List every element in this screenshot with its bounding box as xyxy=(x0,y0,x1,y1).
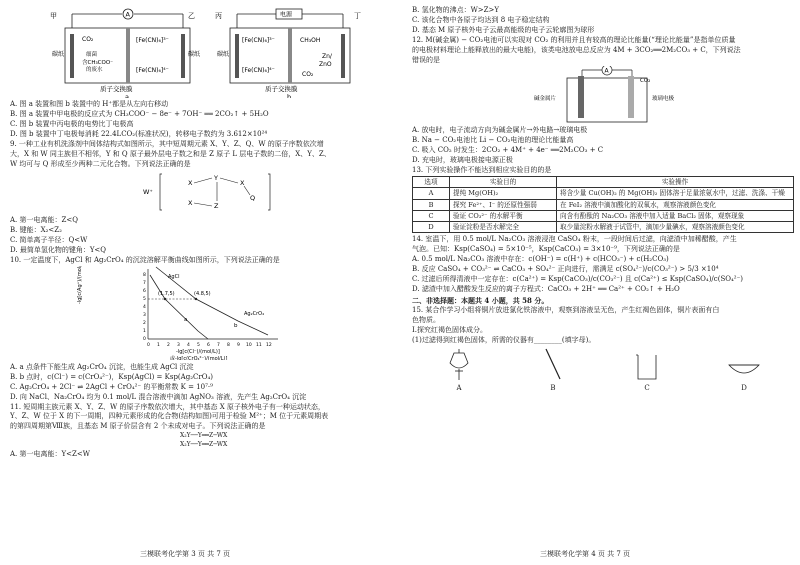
table-row[interactable] xyxy=(413,188,794,199)
q14-option[interactable]: A. 0.5 mol/L Na₂CO₃ 溶液中存在：c(OH⁻) = c(H⁺) + c(HCO₃⁻) + c(H₂CO₃) xyxy=(412,255,669,264)
glass-rod-icon xyxy=(538,347,568,381)
q9-option[interactable]: C. 简单离子半径：Q<W xyxy=(10,236,88,245)
beaker-icon xyxy=(632,347,662,381)
q12 xyxy=(412,36,794,165)
q9-stem-line: 9. 一种工业有机洗涤剂中间体结构式如图所示，其中短周期元素 X、Y、Z、Q、W 的原子序数依次增 xyxy=(10,139,324,148)
q12-stem-line: 的电极材料理论上能释放出的最大电能)，该类电池放电总反应为 4M + 3CO₂══2M₂CO₃ + C，下列说法 xyxy=(412,45,741,54)
struct-x2: X xyxy=(188,198,193,207)
q12-option[interactable]: A. 放电时，电子流动方向为碱金属片→外电路→玻璃电极 xyxy=(412,126,588,135)
power-supply-label: 电源 xyxy=(280,11,293,19)
q9-option[interactable]: A. 第一电离能：Z<Q xyxy=(10,216,78,225)
struct-y: Y xyxy=(214,173,218,182)
ytick: 7 xyxy=(143,281,146,286)
table-cell: 在 FeI₂ 溶液中滴加酸化的双氧水，观察溶液颜色变化 xyxy=(557,199,794,210)
fe-top-b: [Fe(CN)₆]³⁻ xyxy=(242,37,275,44)
ytick: 6 xyxy=(143,289,146,294)
q10-option[interactable]: D. 向 NaCl、Na₂CrO₄ 均为 0.1 mol/L 混合溶液中滴加 AgNO₃ 溶液，先产生 Ag₂CrO₄ 沉淀 xyxy=(10,392,307,401)
q11-stem-line: Y、Z、W 位于 X 的下一周期，四种元素形成的化合物(结构如图)可用于检验 M²⁺；M 位于元素周期表 xyxy=(10,412,329,421)
table-row[interactable] xyxy=(413,210,794,221)
point-1: (1.7,5) xyxy=(158,291,175,297)
xtick: 3 xyxy=(177,343,180,348)
q12-option[interactable]: C. 吸入 CO₂ 时发生：2CO₂ + 4M⁺ + 4e⁻ ══2M₂CO₃ + C xyxy=(412,146,604,155)
q11-struct-row1: X₂Y──Y══Z─WX xyxy=(180,432,228,440)
q15-subheading: Ⅰ.探究红褐色固体成分。 xyxy=(412,326,487,335)
q10-xlabel-2: 或-lg[c(CrO₄²⁻)/(mol/L)] xyxy=(170,356,228,360)
table-header-row xyxy=(413,177,794,188)
electrode-left-b: 碳纸 xyxy=(217,51,230,58)
point-a: a xyxy=(184,317,188,323)
table-row[interactable] xyxy=(413,222,794,233)
ytick: 5 xyxy=(143,297,146,302)
agcl-label: AgCl xyxy=(168,274,180,280)
struct-x3: X xyxy=(240,178,245,187)
point-2: (4.8,5) xyxy=(194,291,211,297)
xtick: 10 xyxy=(246,343,252,348)
struct-x1: X xyxy=(188,178,193,187)
q12-option[interactable]: D. 充电时，玻璃电极接电源正极 xyxy=(412,156,513,165)
q15-stem-line: 色物质。 xyxy=(412,316,440,325)
q8-options xyxy=(10,100,395,139)
q10-option[interactable]: C. Ag₂CrO₄ + 2Cl⁻ ⇌ 2AgCl + CrO₄²⁻ 的平衡常数 K = 10⁷·⁹ xyxy=(10,382,213,391)
membrane-label-b: 质子交换膜 xyxy=(265,85,298,93)
q11-option[interactable]: D. 基态 M 原子核外电子云最高能级的电子云轮廓图为球形 xyxy=(412,25,595,34)
q15 xyxy=(412,306,794,392)
q11-struct-row2: X₂Y──Y══Z─WX xyxy=(180,441,228,448)
q9-option[interactable]: D. 最简单氢化物的键角：Y<Q xyxy=(10,246,107,255)
q13-stem: 13. 下列实验操作不能达到相应实验目的的是 xyxy=(412,166,552,175)
figure-a xyxy=(50,9,200,98)
q10-option[interactable]: A. a 点条件下能生成 Ag₂CrO₄ 沉淀，也能生成 AgCl 沉淀 xyxy=(10,362,194,371)
label-ding: 丁 xyxy=(354,12,361,20)
q10-xlabel: -lg[c(Cl⁻)/(mol/L)] xyxy=(176,349,220,355)
point-b: b xyxy=(234,323,238,329)
table-cell: 验证 CO₃²⁻ 的水解平衡 xyxy=(450,210,557,221)
label-bing: 丙 xyxy=(215,12,222,20)
q14-option[interactable]: C. 过滤后所得清液中一定存在：c(Ca²⁺) = Ksp(CaCO₃)/c(CO₃²⁻) 且 c(Ca²⁺) ≤ Ksp(CaSO₄)/c(SO₄²⁻) xyxy=(412,274,744,283)
q11-option[interactable]: C. 该化合物中各原子均达到 8 电子稳定结构 xyxy=(412,15,550,24)
ag2cro4-label: Ag₂CrO₄ xyxy=(244,311,265,317)
apparatus-label: D xyxy=(741,383,747,392)
table-header: 选项 xyxy=(413,177,450,188)
ytick: 2 xyxy=(143,321,146,326)
q9 xyxy=(10,140,395,255)
q9-stem-line: 大，X 和 W 同主族但不相邻，Y 和 Q 原子最外层电子数之和是 Z 原子 L 层电子数的二倍，X、Y、Z、 xyxy=(10,149,331,158)
xtick: 2 xyxy=(167,343,170,348)
ch3oh-label: CH₃OH xyxy=(300,37,321,44)
ytick: 0 xyxy=(143,337,146,342)
ammeter-a-label: A xyxy=(125,10,130,19)
left-page xyxy=(10,6,395,460)
q15-apparatus xyxy=(412,347,794,393)
table-cell: A xyxy=(413,188,450,199)
xtick: 9 xyxy=(237,343,240,348)
q10-option[interactable]: B. b 点时，c(Cl⁻) = c(CrO₄²⁻)，Ksp(AgCl) = Ksp(Ag₂CrO₄) xyxy=(10,372,213,381)
caption-a: a xyxy=(125,93,129,98)
q11 xyxy=(10,403,395,459)
membrane-label-a: 质子交换膜 xyxy=(100,85,133,93)
apparatus-option[interactable] xyxy=(726,347,762,393)
q14 xyxy=(412,235,794,293)
q12-ammeter: A xyxy=(604,67,609,75)
xtick: 8 xyxy=(227,343,230,348)
q11-stem-line: 的第四周期第Ⅷ族，且基态 M 原子价层含有 2 个未成对电子。下列说法正确的是 xyxy=(10,422,266,431)
q15-question: (1)过滤得到红褐色固体，所需的仪器有________(填字母)。 xyxy=(412,336,596,345)
q10-yticks xyxy=(143,272,146,342)
q9-stem-line: W 均可与 Q 形成至少两种二元化合物。下列说法正确的是 xyxy=(10,159,191,168)
q10-chart xyxy=(10,266,395,360)
q10-ylabel: -lg[c(Ag⁺)/(mol/L)] xyxy=(77,266,83,304)
label-yi: 乙 xyxy=(188,12,195,20)
table-cell: 提纯 Mg(OH)₂ xyxy=(450,188,557,199)
struct-z: Z xyxy=(214,201,219,210)
table-cell: 取少量淀粉水解液于试管中，滴加少量碘水，观察溶液颜色变化 xyxy=(557,222,794,233)
separatory-funnel-icon xyxy=(444,347,474,381)
q8-option[interactable]: C. 图 b 装置中丙电极的电势比丁电极高 xyxy=(10,119,134,128)
q12-stem-line: 12. M(碱金属) − CO₂电池可以实现对 CO₂ 的利用并且有较高的理论比能量(“理论比能量”是指单位质量 xyxy=(412,35,736,44)
xtick: 1 xyxy=(157,343,160,348)
table-cell: B xyxy=(413,199,450,210)
q13-table xyxy=(412,176,794,233)
q11-stem-line: 11. 短周期主族元素 X、Y、Z、W 的原子序数依次增大，其中基态 X 原子核外电子有一种运动状态， xyxy=(10,402,325,411)
ytick: 1 xyxy=(143,329,146,334)
footer-right: 三模联考化学第 4 页 共 7 页 xyxy=(540,550,631,559)
zno-label: ZnO xyxy=(319,61,332,68)
table-cell: 验证淀粉是否水解完全 xyxy=(450,222,557,233)
q11-option[interactable]: A. 第一电离能：Y<Z<W xyxy=(10,449,90,458)
apparatus-option[interactable] xyxy=(444,347,474,393)
q12-option[interactable]: B. Na − CO₂电池比 Li − CO₂电池的理论比能量高 xyxy=(412,136,574,145)
q12-left-electrode: 碱金属片 xyxy=(534,95,557,102)
q14-option[interactable]: D. 滤渣中加入醋酸发生反应的离子方程式：CaCO₃ + 2H⁺ ══ Ca²⁺ + CO₂↑ + H₂O xyxy=(412,284,680,293)
ytick: 4 xyxy=(143,305,146,310)
q12-battery-figure xyxy=(412,66,794,124)
q8-option[interactable]: D. 图 b 装置中丁电极每消耗 22.4LCO₂(标准状况)，转移电子数约为 3.612×10²⁴ xyxy=(10,129,268,138)
q14-option[interactable]: B. 反应 CaSO₄ + CO₃²⁻ ⇌ CaCO₃ + SO₄²⁻ 正向进行，需满足 c(SO₄²⁻)/c(CO₃²⁻) > 5/3 ×10⁴ xyxy=(412,265,719,274)
table-cell: C xyxy=(413,210,450,221)
table-cell: D xyxy=(413,222,450,233)
q14-stem-line: 14. 室温下，用 0.5 mol/L Na₂CO₃ 溶液浸泡 CaSO₄ 粉末，一段时间后过滤，向滤渣中加稀醋酸，产生 xyxy=(412,235,737,244)
q13 xyxy=(412,166,794,233)
wastewater-label: 含CH₃COO⁻ xyxy=(82,60,114,66)
q10 xyxy=(10,256,395,401)
q8-option[interactable]: B. 图 a 装置中甲电极的反应式为 CH₃COO⁻ − 8e⁻ + 7OH⁻ ══ 2CO₂↑ + 5H₂O xyxy=(10,109,269,118)
electrode-right-a: 碳纸 xyxy=(188,51,201,58)
q10-stem: 10. 一定温度下，AgCl 和 Ag₂CrO₄ 的沉淀溶解平衡曲线如图所示，下列说法正确的是 xyxy=(10,256,280,265)
ytick: 3 xyxy=(143,313,146,318)
agcl-curve xyxy=(150,275,208,339)
wastewater-label-2: 的废水 xyxy=(86,67,103,73)
right-page xyxy=(412,6,794,392)
xtick: 7 xyxy=(217,343,220,348)
struct-q: Q xyxy=(250,193,256,202)
q12-stem-line: 错误的是 xyxy=(412,55,440,64)
q8-electrochem-diagrams xyxy=(10,6,395,98)
table-row[interactable] xyxy=(413,199,794,210)
co2-label-b: CO₂ xyxy=(302,71,314,78)
xtick: 12 xyxy=(266,343,272,348)
bacteria-label: 细菌 xyxy=(86,52,98,58)
table-cell: 将含少量 Cu(OH)₂ 的 Mg(OH)₂ 固体溶于足量浓氨水中，过滤、洗涤、干燥 xyxy=(557,188,794,199)
q8-option[interactable]: A. 图 a 装置和图 b 装置中的 H⁺都是从左向右移动 xyxy=(10,100,169,108)
q9-structure xyxy=(10,170,395,214)
label-jia: 甲 xyxy=(50,12,57,20)
apparatus-label: C xyxy=(644,383,650,392)
xtick: 11 xyxy=(256,343,262,348)
xtick: 4 xyxy=(187,343,190,348)
electrode-left-a: 碳纸 xyxy=(52,51,65,58)
figure-b xyxy=(215,9,361,98)
q15-stem-line: 15. 某合作学习小组将铜片放进氯化铁溶液中，观察到溶液呈无色，产生红褐色固体，铜片表面有白 xyxy=(412,306,720,315)
apparatus-label: B xyxy=(550,383,556,392)
q11-option[interactable]: B. 氢化物的沸点：W>Z>Y xyxy=(412,6,500,14)
footer-left: 三模联考化学第 3 页 共 7 页 xyxy=(140,550,231,559)
fe-bot-b: [Fe(CN)₆]⁴⁻ xyxy=(242,67,275,74)
xtick: 6 xyxy=(207,343,210,348)
q10-xticks xyxy=(147,342,272,348)
co2-label-a: CO₂ xyxy=(82,36,94,43)
xtick: 0 xyxy=(147,343,150,348)
apparatus-label: A xyxy=(456,383,462,392)
ytick: 8 xyxy=(143,273,146,278)
section-title: 二、非选择题：本题共 4 小题，共 58 分。 xyxy=(412,295,549,305)
zn-label: Zn/ xyxy=(322,53,332,60)
apparatus-option[interactable] xyxy=(632,347,662,393)
apparatus-option[interactable] xyxy=(538,347,568,393)
table-cell: 探究 Fe²⁺、I⁻ 的还原性强弱 xyxy=(450,199,557,210)
caption-b: b xyxy=(287,93,292,98)
q8-figures xyxy=(10,6,395,98)
q12-right-electrode: 玻璃电极 xyxy=(652,95,675,102)
xtick: 5 xyxy=(197,343,200,348)
table-cell: 向含有酚酞的 Na₂CO₃ 溶液中加入适量 BaCl₂ 固体，观察现象 xyxy=(557,210,794,221)
struct-w: W⁺ xyxy=(143,187,153,196)
q14-stem-line: 气泡。已知：Ksp(CaSO₄) = 5×10⁻⁵，Ksp(CaCO₃) = 3×10⁻⁹，下列说法正确的是 xyxy=(412,245,680,254)
fe-top-a: [Fe(CN)₆]³⁻ xyxy=(136,37,169,44)
evaporating-dish-icon xyxy=(726,347,762,381)
q12-co2: CO₂ xyxy=(640,77,651,84)
fe-bot-a: [Fe(CN)₆]⁴⁻ xyxy=(136,67,169,74)
q9-option[interactable]: B. 键能：X₂<Z₂ xyxy=(10,226,62,235)
table-header: 实验操作 xyxy=(557,177,794,188)
table-header: 实验目的 xyxy=(450,177,557,188)
